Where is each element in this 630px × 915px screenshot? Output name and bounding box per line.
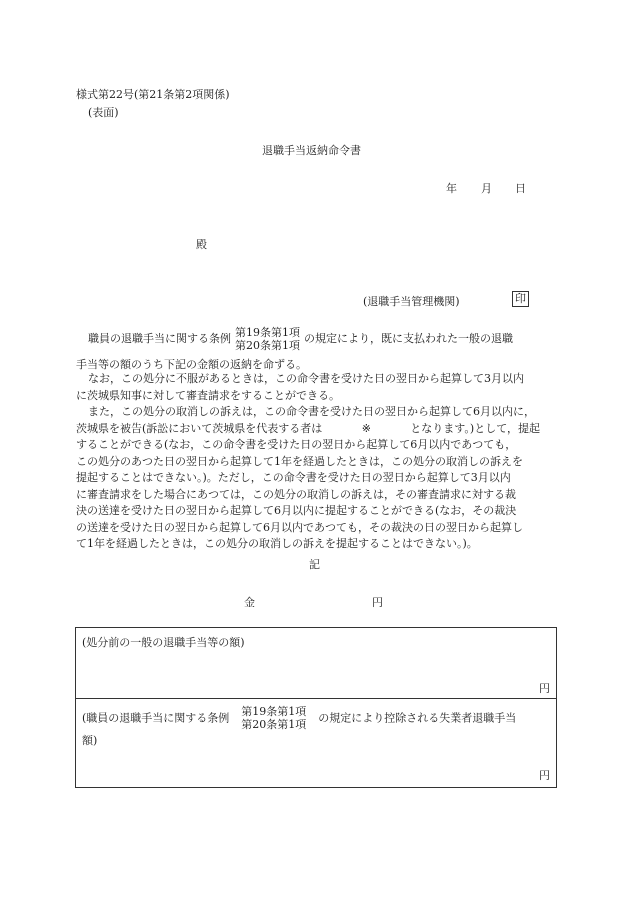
lawsuit-line-6: に審査請求をした場合にあつては，この処分の取消しの訴えは，その審査請求に対する裁 bbox=[76, 487, 516, 501]
original-amount-unit: 円 bbox=[539, 682, 550, 695]
appeal-line-1: なお，この処分に不服があるときは，この命令書を受けた日の翌日から起算して3月以内 bbox=[88, 372, 524, 385]
order-text-a: の規定により，既に支払われた一般の退職 bbox=[304, 332, 513, 345]
seal-text: 印 bbox=[512, 291, 529, 307]
date-month: 月 bbox=[481, 182, 492, 195]
deduction-article-19: 第19条第1項 bbox=[241, 705, 307, 718]
form-number: 様式第22号(第21条第2項関係) bbox=[76, 88, 230, 101]
deduction-label-line1 bbox=[82, 705, 516, 731]
lawsuit-line-1: また，この処分の取消しの訴えは，この命令書を受けた日の翌日から起算して6月以内に， bbox=[88, 405, 535, 418]
lawsuit-line-4: この処分のあつた日の翌日から起算して1年を経過したときは，この処分の取消しの訴えを bbox=[76, 454, 523, 468]
appeal-line-2: に茨城県知事に対して審査請求をすることができる。 bbox=[76, 388, 340, 402]
article-20: 第20条第1項 bbox=[235, 339, 300, 352]
deduction-article-20: 第20条第1項 bbox=[241, 718, 307, 731]
date-day: 日 bbox=[515, 182, 526, 195]
deduction-label-line2: 額) bbox=[82, 734, 98, 747]
table-row-original-amount bbox=[76, 628, 556, 699]
lawsuit-line-3: することができる(なお，この命令書を受けた日の翌日から起算して6月以内であつても， bbox=[76, 438, 517, 451]
lawsuit-line-8: の送達を受けた日の翌日から起算して6月以内であつても，その裁決の日の翌日から起算し bbox=[76, 520, 523, 534]
ki-heading: 記 bbox=[309, 558, 320, 571]
addressee-suffix: 殿 bbox=[196, 238, 207, 251]
deduction-text: の規定により控除される失業者退職手当 bbox=[318, 711, 517, 725]
article-19: 第19条第1項 bbox=[235, 326, 300, 339]
issuer-label: (退職手当管理機関) bbox=[363, 295, 460, 308]
form-side: (表面) bbox=[88, 106, 119, 119]
lawsuit-line-2 bbox=[76, 421, 556, 438]
amount-table bbox=[75, 627, 557, 788]
lawsuit-line-7: 決の送達を受けた日の翌日から起算して6月以内に提起することができる(なお，その裁決 bbox=[76, 504, 517, 517]
representative-mark: ※ bbox=[361, 421, 371, 435]
deduction-amount-unit: 円 bbox=[539, 769, 550, 782]
original-amount-label: (処分前の一般の退職手当等の額) bbox=[82, 636, 245, 649]
deduction-article-stack bbox=[241, 705, 306, 731]
ordinance-name: 職員の退職手当に関する条例 bbox=[88, 332, 231, 345]
amount-unit: 円 bbox=[372, 596, 383, 609]
seal-mark bbox=[512, 291, 529, 307]
order-paragraph-line2: 手当等の額のうち下記の金額の返納を命ずる。 bbox=[76, 358, 307, 371]
table-row-deduction bbox=[76, 699, 556, 787]
document-title: 退職手当返納命令書 bbox=[262, 144, 361, 157]
order-paragraph-line1 bbox=[88, 326, 513, 352]
lawsuit-line-5: 提起することはできない。)。ただし，この命令書を受けた日の翌日から起算して3月以内 bbox=[76, 471, 511, 484]
lawsuit-line-2a: 茨城県を被告(訴訟において茨城県を代表する者は bbox=[76, 421, 323, 435]
date-year: 年 bbox=[446, 182, 457, 195]
amount-label: 金 bbox=[244, 596, 255, 609]
article-stack bbox=[235, 326, 300, 352]
lawsuit-line-2b: となります。)として，提起 bbox=[410, 421, 540, 435]
lawsuit-line-9: て1年を経過したときは，この処分の取消しの訴えを提起することはできない。)。 bbox=[76, 537, 478, 550]
body-paragraphs bbox=[76, 371, 556, 553]
deduction-ordinance: (職員の退職手当に関する条例 bbox=[82, 711, 230, 725]
